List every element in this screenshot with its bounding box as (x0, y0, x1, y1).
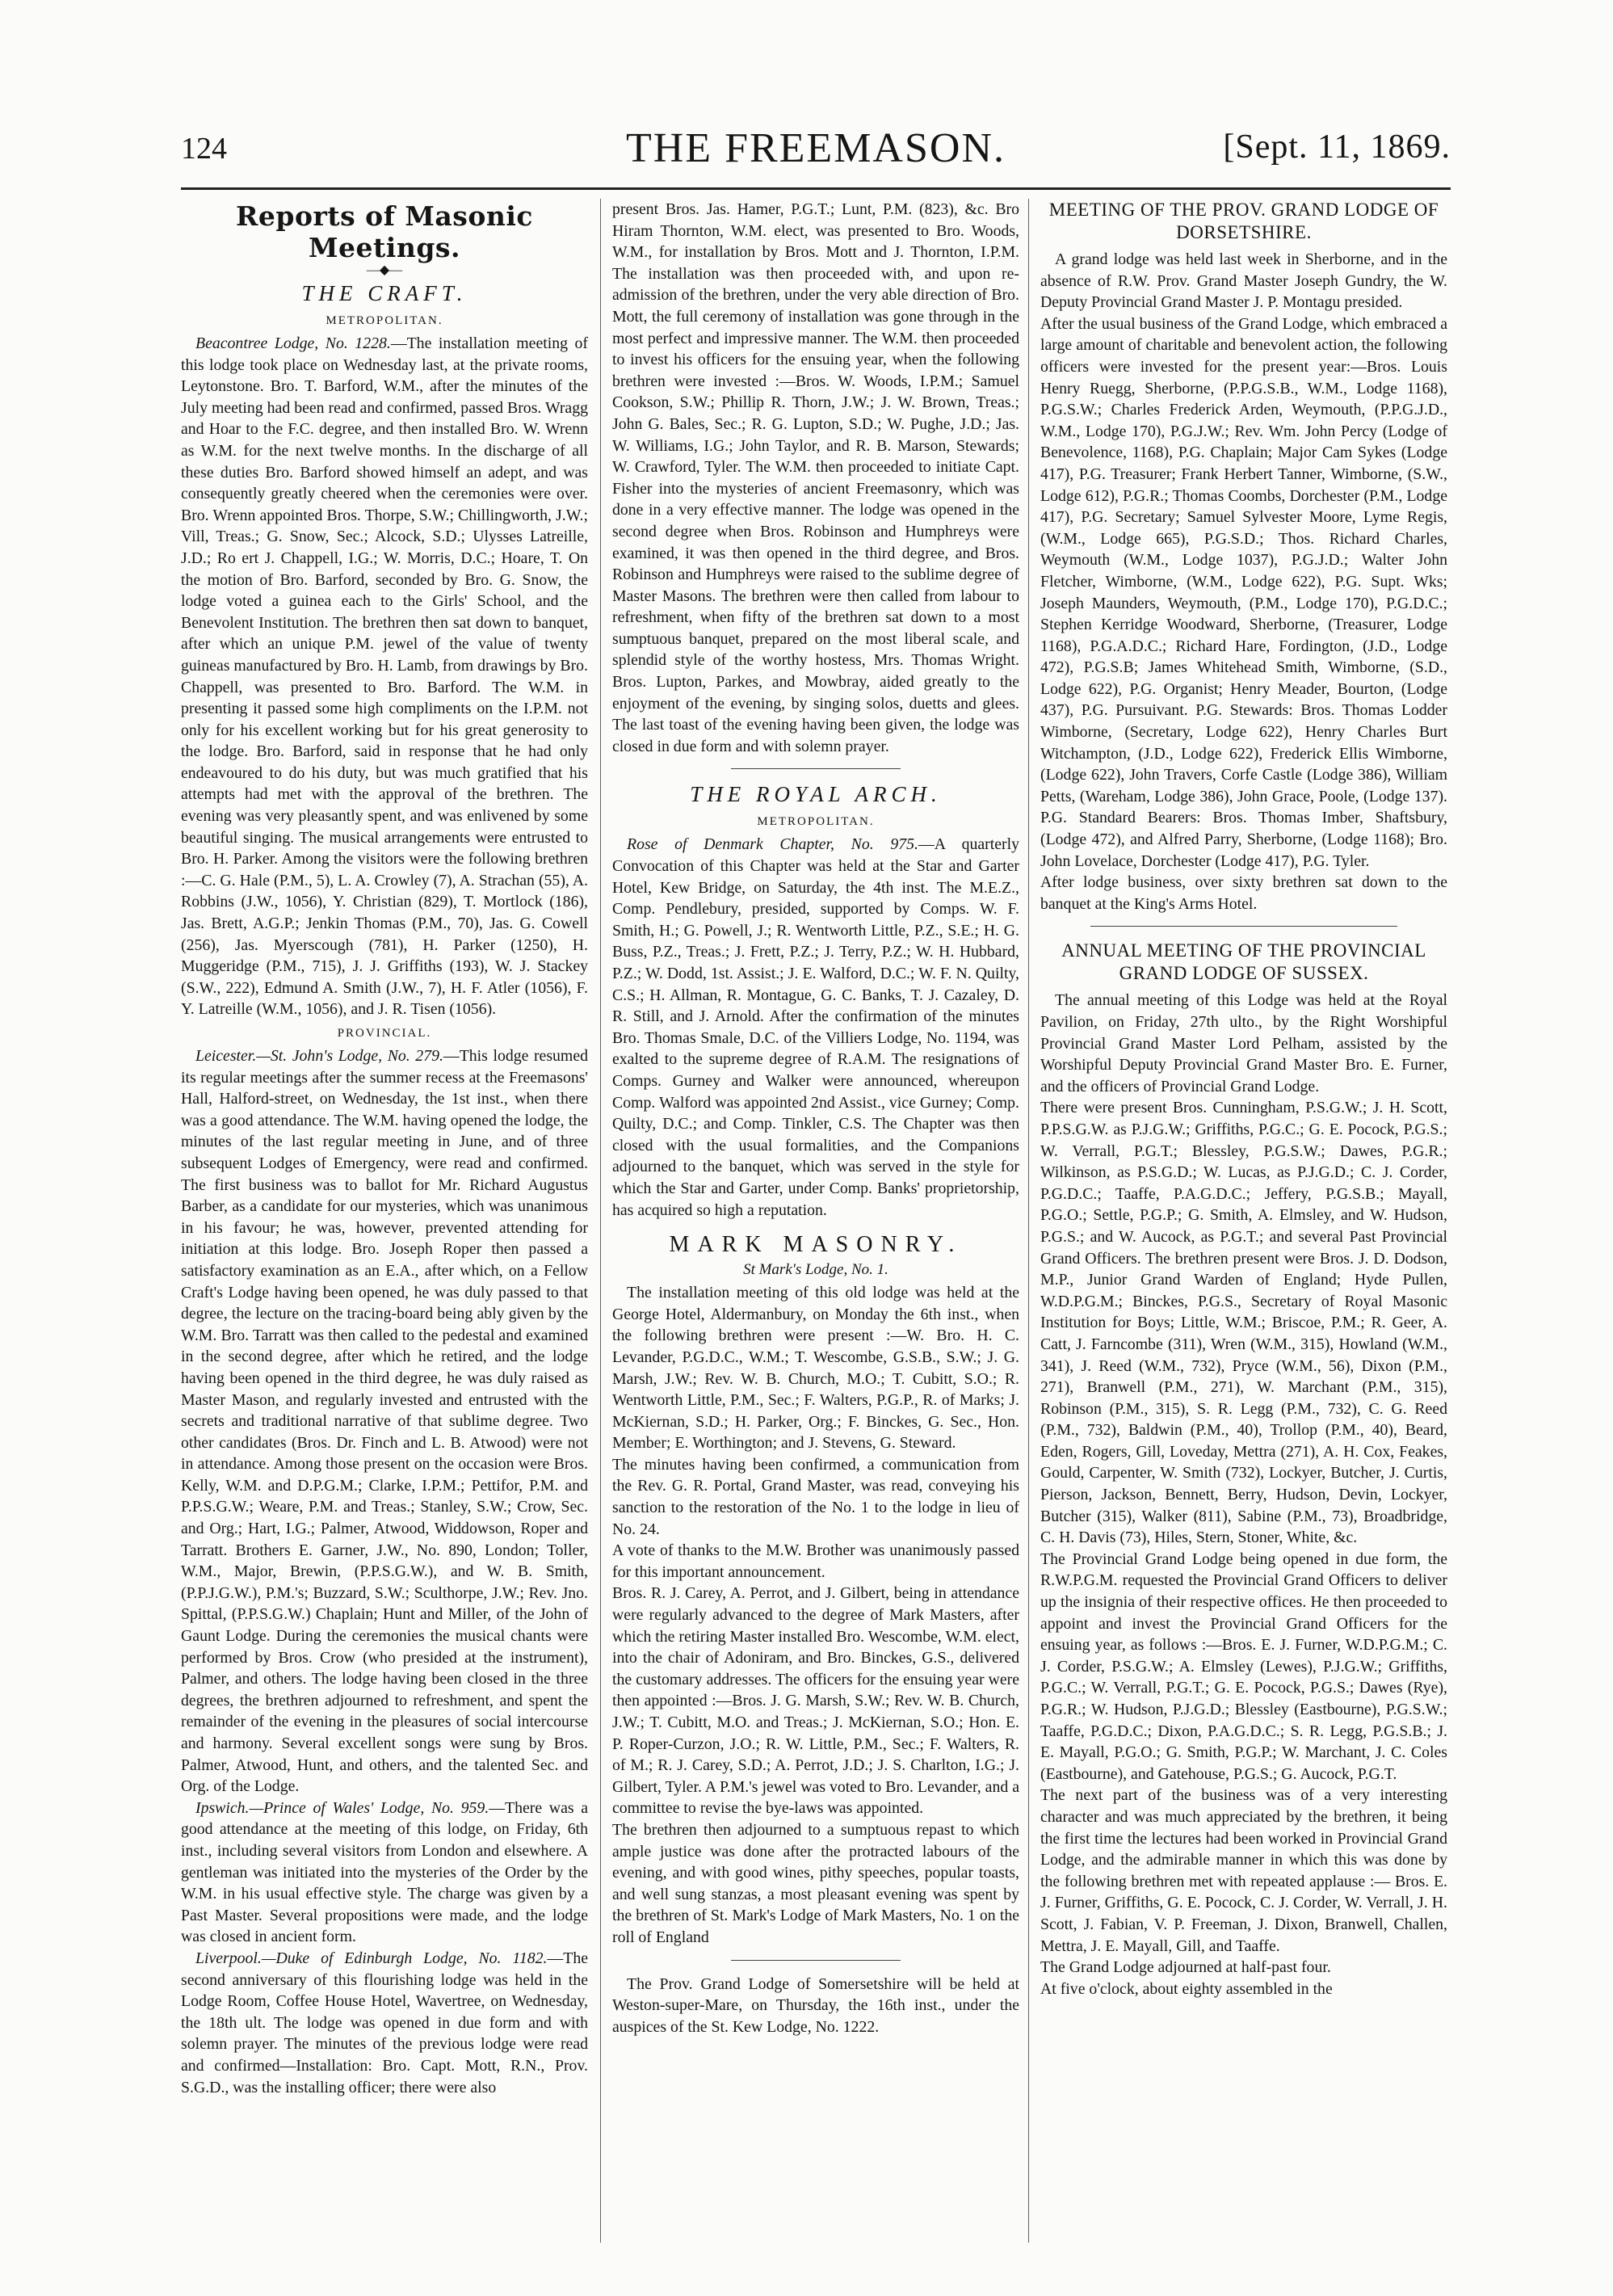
article-text: —The second anniversary of this flourishing lodge was held in the Lodge Room, Coffee House Hotel, Wavertree, on Wednesday, the 18th ult. The lodge was opened in due form and with solemn prayer. The minutes of the previous lodge were read and confirmed—Installation: Bro. Capt. Mott, R.N., Prov. S.G.D., was the installing officer; there were also (181, 1949, 588, 2096)
article-text: —The installation meeting of this lodge took place on Wednesday last, at the private rooms, Leytonstone. Bro. T. Barford, W.M., after the minutes of the July meeting had been read and confirmed, passed Bros. Wragg and Hoar to the F.C. degree, and then installed Bro. W. Wrenn as W.M. for the next twelve months. In the discharge of all these duties Bro. Barford showed himself an adept, and was consequently greatly cheered when the ceremonies were over. Bro. Wrenn appointed Bros. Thorpe, S.W.; Chillingworth, J.W.; Vill, Treas.; G. Snow, Sec.; Alcock, S.D.; Ulysses Latreille, J.D.; Ro ert J. Chappell, I.G.; W. Morris, D.C.; Hoare, T. On the motion of Bro. Barford, seconded by Bro. G. Snow, the lodge voted a guinea each to the Girls' School, and the Benevolent Institution. The brethren then sat down to banquet, after which an unique P.M. jewel of the value of twenty guineas manufactured by Bro. H. Lamb, from drawings by Bro. Chappell, was presented to Bro. Barford. The W.M. in presenting it passed some high compliments on the I.P.M. not only for his excellent working but for his great generosity to the lodge. Bro. Barford, said in response that he had only endeavoured to do his duty, but was much gratified that his attempts had met with the approval of the brethren. The evening was very pleasantly spent, and was enlivened by some beautiful singing. The musical arrangements were entrusted to Bro. H. Parker. Among the visitors were the following brethren :—C. G. Hale (P.M., 5), L. A. Crowley (7), A. Strachan (55), A. Robbins (J.W., 1056), Y. Christian (829), T. Mortlock (186), Jas. Brett, A.G.P.; Jenkin Thomas (P.M., 70), Jas. G. Cowell (256), Jas. Myerscough (781), H. Parker (1250), H. Muggeridge (P.M., 715), J. J. Griffiths (193), W. J. Stackey (S.W., 222), Edmund A. Smith (J.W., 7), H. F. Atler (1056), F. Y. Latreille (W.M., 1056), and J. R. Tisen (1056). (181, 334, 588, 1019)
subheading-provincial: PROVINCIAL. (337, 1027, 432, 1040)
article-text: —There was a good attendance at the meeting of this lodge, on Friday, 6th inst., including several visitors from London and elsewhere. A gentleman was initiated into the mysteries of the Order by the W.M. in his usual effective style. The charge was given by a Past Master. Several propositions were made, and the lodge was closed in ancient form. (181, 1798, 588, 1946)
lodge-name: Beacontree Lodge, No. 1228. (195, 334, 391, 352)
article-rose-of-denmark (612, 834, 1019, 1221)
mark-masonry-heading: MARK MASONRY. (669, 1232, 963, 1258)
newspaper-title: THE FREEMASON. (625, 125, 1006, 171)
header-rule (181, 187, 1451, 190)
dorset-heading: MEETING OF THE PROV. GRAND LODGE OF DORSETSHIRE. (1048, 200, 1439, 242)
article-text: —This lodge resumed its regular meetings after the summer recess at the Freemasons' Hall, Halford-street, on Wednesday, the 1st inst., when there was a good attendance. The W.M. having opened the lodge, the minutes of the last regular meeting in June, and of three subsequent Lodges of Emergency, were read and confirmed. The first business was to ballot for Mr. Richard Augustus Barber, as a candidate for our mysteries, which was unanimous in his favour; he was, however, prevented attending for initiation at this lodge. Bro. Joseph Roper then passed a satisfactory examination as an E.A., after which, on a Fellow Craft's Lodge having been opened, he was duly passed to that degree, the lecture on the tracing-board being ably given by the W.M. Bro. Tarratt was then called to the pedestal and examined in the second degree, after which he retired, and the lodge having been opened in the third degree, he was duly raised as Master Mason, and regularly invested and entrusted with the secrets and traditional narrative of that sublime degree. Two other candidates (Bros. Dr. Finch and L. B. Atwood) were not in attendance. Among those present on the occasion were Bros. Kelly, W.M. and D.P.G.M.; Clarke, I.P.M.; Pettifor, P.M. and P.P.S.G.W.; Weare, P.M. and Treas.; Stanley, S.W.; Crow, Sec. and Org.; Hart, I.G.; Palmer, Atwood, Widdowson, Roper and Tarratt. Brothers E. Garner, J.W., No. 890, London; Toller, W.M., Major, Brewin, (P.P.S.G.W.), and W. B. Smith, (P.P.J.G.W.), P.M.'s; Buzzard, S.W.; Sculthorpe, J.W.; Rev. Jno. Spittal, (P.P.S.G.W.) Chaplain; Hunt and Miller, of the John of Gaunt Lodge. During the ceremonies the musical chants were performed by Bros. Crow (who presided at the instrument), Palmer, and others. The lodge having been closed in the three degrees, the brethren adjourned to refreshment, and spent the remainder of the evening in the pleasures of social intercourse and harmony. Several excellent songs were sung by Bros. Palmer, Atwood, Hunt, and others, and the talented Sec. and Org. of the Lodge. (181, 1047, 588, 1796)
article-sussex: The annual meeting of this Lodge was held at the Royal Pavilion, on Friday, 27th ulto., by the Right Worshipful Provincial Grand Master Lord Pelham, assisted by the Worshipful Deputy Provincial Grand Master Bro. E. Furner, and the officers of Provincial Grand Lodge. There were present Bros. Cunningham, P.S.G.W.; J. H. Scott, P.P.S.G.W. as P.J.G.W.; Griffiths, P.G.C.; G. E. Pocock, P.G.S.; W. Verrall, P.G.T.; Blessley, P.G.S.W.; Dawes, P.G.R.; Wilkinson, as P.S.G.D.; W. Lucas, as P.J.G.D.; C. J. Corder, P.G.D.C.; Taaffe, P.A.G.D.C.; Jeffery, P.G.S.B.; Mayall, P.G.O.; Settle, P.G.P.; G. Smith, A. Elmsley, and W. Hudson, P.G.S.; and W. Aucock, as P.G.T.; and several Past Provincial Grand Officers. The brethren present were Bros. J. D. Dodson, M.P., Junior Grand Warden of England; Hyde Pullen, W.D.P.G.M.; Binckes, P.G.S., Secretary of Royal Masonic Institution for Boys; Little, W.M.; Briscoe, P.M.; R. Geer, A. Catt, J. Farncombe (311), Wren (W.M., 315), Howland (W.M., 341), J. Reed (W.M., 732), Pryce (W.M., 56), Dixon (P.M., 271), Branwell (P.M., 271), W. Marchant (P.M., 315), Robinson (P.M., 315), S. R. Legg (P.M., 732), C. G. Reed (P.M., 732), Baldwin (P.M., 40), Trollop (P.M., 40), Beard, Eden, Rogers, Gill, Loveday, Mettra (271), A. H. Cox, Feakes, Gould, Carpenter, W. Smith (732), Lockyer, Butcher, J. Curtis, Pierson, Jackson, Bennett, Berry, Hudson, Devin, Lockyer, Butcher (315), Walker (811), Sabine (P.M., 73), Broadbridge, C. H. Davis (73), Hiles, Stern, Stoner, White, &c. The Provincial Grand Lodge being opened in due form, the R.W.P.G.M. requested the Provincial Grand Officers to deliver up the insignia of their respective offices. He then proceeded to appoint and invest the Provincial Grand Officers for the ensuing year, as follows :—Bros. E. J. Furner, W.D.P.G.M.; C. J. Corder, P.S.G.W.; A. Elmsley (Lewes), P.J.G.W.; Griffiths, P.G.C.; W. Verrall, P.G.T.; G. E. Pocock, P.G.S.; Dawes (Rye), P.G.R.; W. Hudson, P.J.G.D.; Blessley (Eastbourne), P.G.S.W.; Taaffe, P.G.D.C.; Dixon, P.A.G.D.C.; S. R. Legg, P.G.S.B.; J. E. Mayall, P.G.O.; G. Smith, P.G.P.; W. Marchant, J. C. Coles (Eastbourne), and Gatehouse, P.G.S.; G. Aucock, P.G.T. The next part of the business was of a very interesting character and was much appreciated by the brethren, it being the first time the lectures had been worked in Provincial Grand Lodge, and the admirable manner in which this was done by the following brethren met with repeated applause :— Bros. E. J. Furner, Griffiths, G. E. Pocock, C. J. Corder, W. Verrall, J. H. Scott, J. Fabian, V. P. Freeman, J. Dixon, Branwell, Challen, Mettra, J. E. Mayall, Gill, and Taaffe. The Grand Lodge adjourned at half-past four. At five o'clock, about eighty assembled in the (1040, 991, 1447, 1998)
craft-heading: THE CRAFT. (301, 281, 468, 305)
column-divider (1028, 199, 1029, 2243)
article-continuation: present Bros. Jas. Hamer, P.G.T.; Lunt, P.M. (823), &c. Bro Hiram Thornton, W.M. elect, was presented to Bro. Woods, W.M., for installation by Bros. Mott and J. Thornton, I.P.M. The installation was then proceeded with, and upon re-admission of the brethren, under the very able direction of Bro. Mott, the full ceremony of installation was gone through in the most perfect and impressive manner. The W.M. then proceeded to invest his officers for the ensuing year, when the following brethren were invested :—Bros. W. Woods, I.P.M.; Samuel Cookson, S.W.; Phillip R. Thorn, J.W.; J. W. Brown, Treas.; John G. Bales, Sec.; R. G. Lupton, S.D.; W. Pughe, J.D.; Jas. W. Williams, I.G.; John Taylor, and R. B. Marson, Stewards; W. Crawford, Tyler. The W.M. then proceeded to initiate Capt. Fisher into the mysteries of ancient Freemasonry, which was done in a very effective manner. The lodge was opened in the second degree when Bros. Robinson and Humphreys were examined, it was then opened in the third degree, and Bros. Robinson and Humphreys were raised to the sublime degree of Master Masons. The brethren were then called from labour to refreshment, when fifty of the brethren sat down to a most sumptuous banquet, prepared on the most liberal scale, and splendid style of the worthy hostess, Mrs. Thomas Wright. Bros. Lupton, Parkes, and Mowbray, aided greatly to the enjoyment of the evening, by singing solos, duetts and glees. The last toast of the evening having been given, the lodge was closed in due form and with solemn prayer. (612, 200, 1019, 755)
article-liverpool (181, 1948, 588, 2098)
lodge-name: Liverpool.—Duke of Edinburgh Lodge, No. 1182. (195, 1949, 548, 1967)
section-title: Reports of Masonic Meetings. (235, 200, 534, 263)
issue-date: [Sept. 11, 1869. (1223, 128, 1451, 166)
article-leicester (181, 1045, 588, 1798)
separator-rule (731, 1960, 901, 1961)
lodge-name: Leicester.—St. John's Lodge, No. 279. (195, 1047, 443, 1065)
masthead (181, 121, 1451, 186)
subheading-metropolitan: METROPOLITAN. (757, 815, 875, 829)
subheading-metropolitan: METROPOLITAN. (326, 314, 443, 327)
column-1 (181, 199, 588, 2098)
royal-arch-heading: THE ROYAL ARCH. (690, 782, 942, 807)
sussex-heading: ANNUAL MEETING OF THE PROVINCIAL GRAND LODGE OF SUSSEX. (1061, 940, 1426, 984)
mark-lodge-name: St Mark's Lodge, No. 1. (743, 1261, 888, 1279)
lodge-name: Ipswich.—Prince of Wales' Lodge, No. 959. (195, 1798, 489, 1817)
article-text: —A quarterly Convocation of this Chapter was held at the Star and Garter Hotel, Kew Bridge, on Saturday, the 4th inst. The M.E.Z., Comp. Pendlebury, presided, supported by Comps. W. F. Smith, H.; G. Powell, J.; R. Wentworth Little, P.Z., S.E.; H. G. Buss, P.Z., Treas.; J. Frett, P.Z.; J. Terry, P.Z.; W. H. Hubbard, P.Z.; W. Dodd, 1st. Assist.; J. E. Walford, D.C.; W. F. N. Quilty, C.S.; H. Allman, R. Montague, G. C. Banks, T. J. Cazaley, D. R. Still, and J. Arnold. After the confirmation of the minutes Bro. Thomas Smale, D.C. of the Villiers Lodge, No. 1194, was exalted to the supreme degree of R.A.M. The resignations of Comps. Gurney and Walker were announced, whereupon Comp. Walford was appointed 2nd Assist., vice Gurney; Comp. Quilty, D.C.; and Comp. Tinkler, C.S. The Chapter was then closed with the usual formalities, and the Companions adjourned to the banquet, which was served in the style for which the Star and Garter, under Comp. Banks' proprietorship, has acquired so high a reputation. (612, 835, 1019, 1219)
article-ipswich (181, 1798, 588, 1948)
separator-rule (1090, 926, 1397, 927)
column-3 (1040, 199, 1447, 2000)
column-divider (600, 199, 601, 2243)
notice-somerset: The Prov. Grand Lodge of Somersetshire will be held at Weston-super-Mare, on Thursday, the 16th inst., under the auspices of the St. Kew Lodge, No. 1222. (612, 1974, 1019, 2036)
separator-rule (731, 768, 901, 769)
ornament: —◆— (366, 263, 403, 277)
page-number: 124 (181, 132, 227, 166)
article-st-marks: The installation meeting of this old lodge was held at the George Hotel, Aldermanbury, on Monday the 6th inst., when the following brethren were present :—W. Bro. H. C. Levander, P.G.D.C., W.M.; T. Wescombe, G.S.B., S.W.; J. G. Marsh, J.W.; Rev. W. B. Church, M.O.; T. Cubitt, S.O.; R. Wentworth Little, P.M., Sec.; F. Walters, P.G.P., R. of Marks; J. McKiernan, S.D.; H. Parker, Org.; F. Binckes, G. Sec., Hon. Member; E. Worthington; and J. Stevens, G. Steward. The minutes having been confirmed, a communication from the Rev. G. R. Portal, Grand Master, was read, conveying his sanction to the restoration of the No. 1 to the lodge in lieu of No. 24. A vote of thanks to the M.W. Brother was unanimously passed for this important announcement. Bros. R. J. Carey, A. Perrot, and J. Gilbert, being in attendance were regularly advanced to the degree of Mark Masters, after which the retiring Master installed Bro. Wescombe, W.M. elect, into the chair of Adoniram, and Bro. Binckes, G.S., delivered the customary addresses. The officers for the ensuing year were then appointed :—Bros. J. G. Marsh, S.W.; Rev. W. B. Church, J.W.; T. Cubitt, M.O. and Treas.; J. McKiernan, S.O.; Hon. E. P. Roper-Curzon, J.O.; R. W. Little, P.M., Sec.; F. Walters, R. of M.; R. J. Carey, S.D.; A. Perrot, J.D.; J. S. Charlton, I.G.; J. Gilbert, Tyler. A P.M.'s jewel was voted to Bro. Levander, and a committee to revise the bye-laws was appointed. The brethren then adjourned to a sumptuous repast to which ample justice was done after the protracted labours of the evening, and with good wines, pithy speeches, popular toasts, and well sung stanzas, a most pleasant evening was spent by the brethren of St. Mark's Lodge of Mark Masters, No. 1 on the roll of England (612, 1284, 1019, 1946)
article-dorset: A grand lodge was held last week in Sherborne, and in the absence of R.W. Prov. Grand Master Joseph Gundry, the W. Deputy Provincial Grand Master J. P. Montagu presided. After the usual business of the Grand Lodge, which embraced a large amount of charitable and benevolent action, the following officers were invested for the present year:—Bros. Louis Henry Ruegg, Sherborne, (P.P.G.S.B., W.M., Lodge 1168), P.G.S.W.; Charles Frederick Arden, Weymouth, (P.P.G.J.D., W.M., Lodge 170), P.G.J.W.; Rev. Wm. John Percy (Lodge of Benevolence, 1168), P.G. Chaplain; Major Cam Sykes (Lodge 417), P.G. Treasurer; Frank Herbert Tanner, Wimborne, (S.W., Lodge 612), P.G.R.; Thomas Coombs, Dorchester (P.M., Lodge 417), P.G. Secretary; Samuel Sylvester Moore, Lyme Regis, (W.M., Lodge 665), P.G.S.D.; Thos. Richard Charles, Weymouth (W.M., Lodge 1037), P.G.J.D.; Walter John Fletcher, Wimborne, (W.M., Lodge 622), P.G. Supt. Wks; Joseph Maunders, Weymouth, (P.M., Lodge 170), P.G.D.C.; Stephen Kerridge Woodward, Sherborne, (Treasurer, Lodge 1168), P.G.A.D.C.; Richard Hare, Fordington, (J.D., Lodge 472), P.G.S.B; James Whitehead Smith, Wimborne, (S.D., Lodge 622), P.G. Organist; Henry Meader, Bourton, (Lodge 437), P.G. Pursuivant. P.G. Stewards: Bros. Thomas Lodder Wimborne, (Secretary, Lodge 622), Henry Charles Burt Witchampton, (J.D., Lodge 622), Frederick Ellis Wimborne, (Lodge 622), John Travers, Corfe Castle (Lodge 386), William Petts, (Wareham, Lodge 386), John Grace, Poole, (Lodge 137). P.G. Standard Bearers: Bros. Thomas Imber, Shaftsbury, (Lodge 472), and Alfred Parry, Sherborne, (Lodge 1168); Bro. John Lovelace, Dorchester (Lodge 417), P.G. Tyler. After lodge business, over sixty brethren sat down to the banquet at the King's Arms Hotel. (1040, 250, 1447, 913)
chapter-name: Rose of Denmark Chapter, No. 975. (627, 835, 918, 854)
column-2 (612, 199, 1019, 2037)
article-beacontree (181, 333, 588, 1020)
